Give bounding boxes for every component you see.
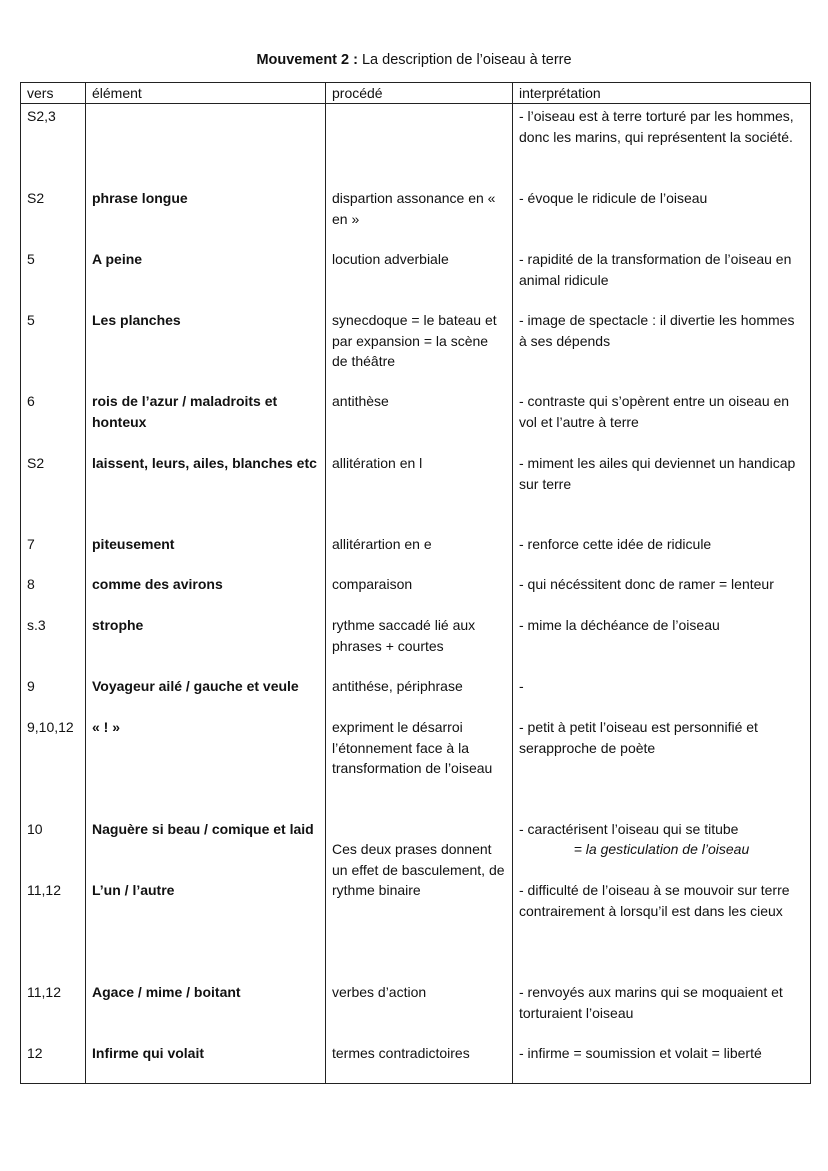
table-header-row (21, 83, 811, 104)
element-cell: Voyageur ailé / gauche et veule (92, 678, 299, 694)
vers-cell: 11,12 (27, 984, 61, 1000)
procede-cell: synecdoque = le bateau et par expansion = la scène de théâtre (332, 312, 497, 369)
interpretation-cell: - image de spectacle : il divertie les hommes à ses dépends (519, 312, 795, 349)
procede-cell: rythme saccadé lié aux phrases + courtes (332, 617, 476, 654)
interpretation-emphasis: = la gesticulation de l’oiseau (573, 841, 750, 857)
element-cell: comme des avirons (92, 576, 223, 592)
vers-cell: 12 (27, 1045, 43, 1061)
vers-cell: 8 (27, 576, 35, 592)
procede-cell: termes contradictoires (332, 1045, 470, 1061)
header-procede: procédé (326, 83, 513, 104)
vers-cell: S2 (27, 455, 45, 471)
interpretation-cell: - contraste qui s’opèrent entre un oiseau en vol et l’autre à terre (519, 393, 790, 430)
element-cell: L’un / l’autre (92, 882, 175, 898)
vers-cell: 5 (27, 312, 35, 328)
procede-cell: antithèse (332, 393, 389, 409)
element-cell: piteusement (92, 536, 175, 552)
vers-cell: 7 (27, 536, 35, 552)
vers-cell: 10 (27, 821, 43, 837)
element-cell: « ! » (92, 719, 121, 735)
header-element: élément (86, 83, 326, 104)
procede-cell: comparaison (332, 576, 413, 592)
interpretation-cell: - l’oiseau est à terre torturé par les hommes, donc les marins, qui représentent la société. (519, 108, 794, 145)
interpretation-cell: - miment les ailes qui deviennet un handicap sur terre (519, 455, 796, 492)
interpretation-cell: - évoque le ridicule de l’oiseau (519, 190, 708, 206)
analysis-table (20, 82, 811, 1084)
procede-cell (332, 106, 506, 188)
procede-cell: allitération en l (332, 455, 423, 471)
element-cell: rois de l’azur / maladroits et honteux (92, 393, 278, 430)
interpretation-column (513, 104, 811, 1084)
procede-cell-merged: Ces deux prases donnent un effet de basculement, de rythme binaire (332, 841, 505, 898)
procede-cell: expriment le désarroi l’étonnement face à la transformation de l’oiseau (332, 719, 493, 776)
interpretation-cell: - renforce cette idée de ridicule (519, 536, 712, 552)
element-cell: Naguère si beau / comique et laid (92, 821, 314, 837)
interpretation-cell: - renvoyés aux marins qui se moquaient et torturaient l’oiseau (519, 984, 783, 1021)
vers-cell: S2,3 (27, 108, 56, 124)
element-cell (92, 106, 319, 188)
element-cell: Infirme qui volait (92, 1045, 205, 1061)
header-vers: vers (21, 83, 86, 104)
element-cell: phrase longue (92, 190, 188, 206)
procede-cell: allitérartion en e (332, 536, 432, 552)
interpretation-cell: - caractérisent l’oiseau qui se titube (519, 821, 739, 837)
vers-cell: 5 (27, 251, 35, 267)
element-cell: Les planches (92, 312, 181, 328)
vers-cell: 9,10,12 (27, 719, 74, 735)
interpretation-cell: - infirme = soumission et volait = liberté (519, 1045, 762, 1061)
header-interpretation: interprétation (513, 83, 811, 104)
title-rest: La description de l’oiseau à terre (361, 52, 572, 68)
interpretation-cell: - qui nécéssitent donc de ramer = lenteur (519, 576, 774, 592)
procede-cell: dispartion assonance en « en » (332, 190, 496, 227)
element-column (86, 104, 326, 1084)
interpretation-cell: - mime la déchéance de l’oiseau (519, 617, 720, 633)
procede-cell: verbes d’action (332, 984, 427, 1000)
vers-cell: 9 (27, 678, 35, 694)
vers-cell: 11,12 (27, 882, 61, 898)
vers-column (21, 104, 86, 1084)
vers-cell: S2 (27, 190, 45, 206)
interpretation-cell: - rapidité de la transformation de l’oiseau en animal ridicule (519, 251, 792, 288)
title-bold: Mouvement 2 : (256, 52, 358, 68)
element-cell: A peine (92, 251, 143, 267)
element-cell: strophe (92, 617, 144, 633)
procede-cell: locution adverbiale (332, 251, 449, 267)
vers-cell: s.3 (27, 617, 46, 633)
procede-cell: antithése, périphrase (332, 678, 463, 694)
interpretation-cell: - difficulté de l’oiseau à se mouvoir sur terre contrairement à lorsqu’il est dans les cieux (519, 882, 790, 919)
element-cell: laissent, leurs, ailes, blanches etc (92, 455, 317, 471)
table-body-row (21, 104, 811, 1084)
interpretation-cell: - (519, 678, 524, 694)
element-cell: Agace / mime / boitant (92, 984, 241, 1000)
procede-column (326, 104, 513, 1084)
vers-cell: 6 (27, 393, 35, 409)
page-title (0, 52, 828, 68)
interpretation-cell: - petit à petit l’oiseau est personnifié et serapproche de poète (519, 719, 758, 756)
